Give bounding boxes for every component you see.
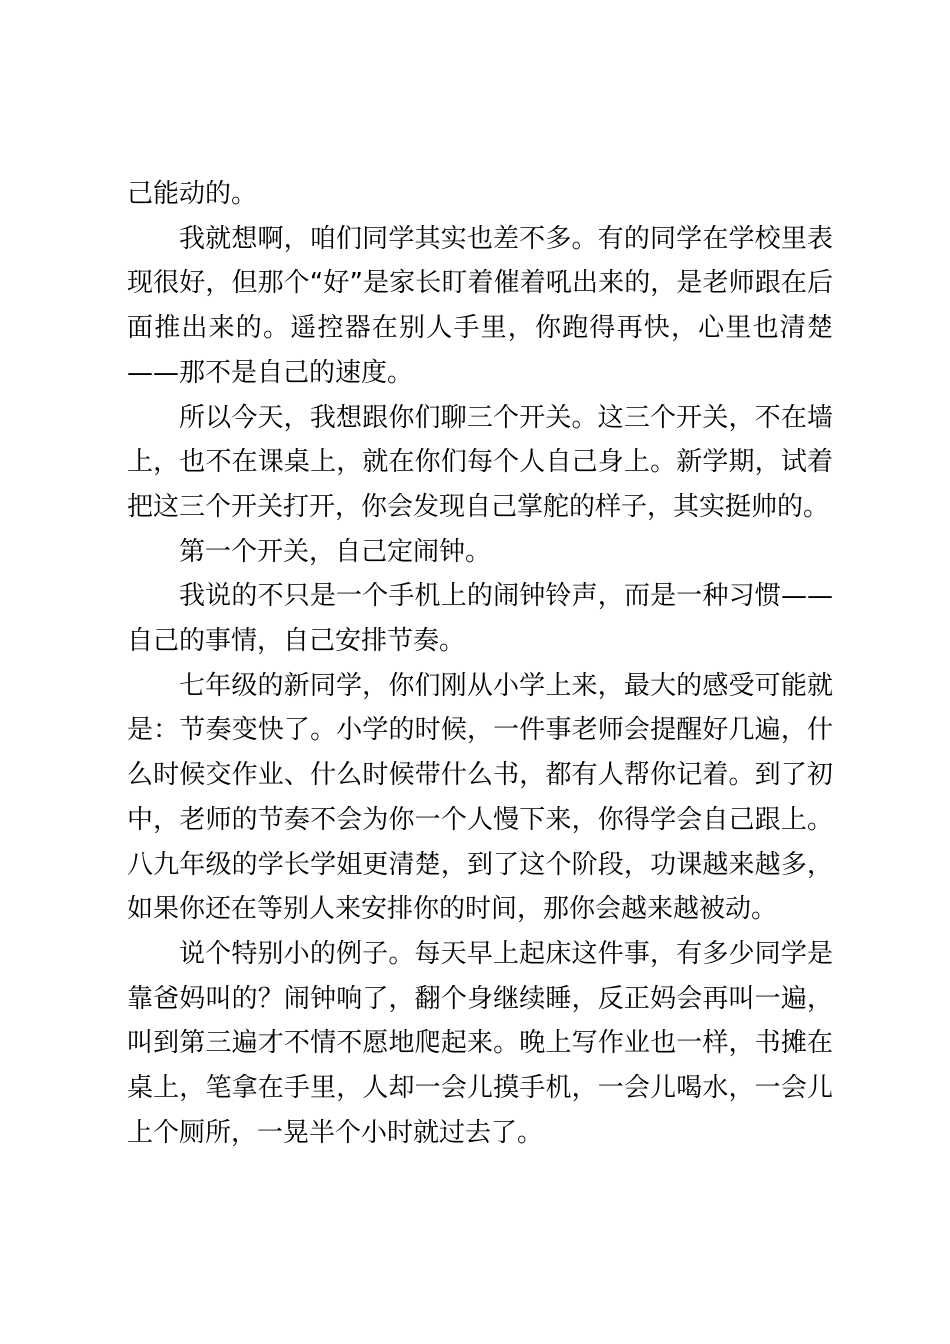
paragraph-continuation: 己能动的。	[127, 179, 258, 209]
document-body	[127, 172, 833, 1155]
paragraph-first-switch-heading: 第一个开关，自己定闹钟。	[179, 536, 492, 567]
paragraph-alarm-habit: 我说的不只是一个手机上的闹钟铃声，而是一种习惯——自己的事情，自己安排节奏。	[127, 581, 833, 657]
paragraph-grade-seven: 七年级的新同学，你们刚从小学上来，最大的感受可能就是：节奏变快了。小学的时候，一件事老师会提醒好几遍，什么时候交作业、什么时候带什么书，都有人帮你记着。到了初中，老师的节奏不会为你一个人慢下来，你得学会自己跟上。八九年级的学长学姐更清楚，到了这个阶段，功课越来越多，如果你还在等别人来安排你的时间，那你会越来越被动。	[127, 670, 833, 925]
paragraph-classmates-remote: 我就想啊，咱们同学其实也差不多。有的同学在学校里表现很好，但那个“好”是家长盯着催着吼出来的，是老师跟在后面推出来的。遥控器在别人手里，你跑得再快，心里也清楚——那不是自己的速度。	[127, 223, 833, 388]
paragraph-three-switches: 所以今天，我想跟你们聊三个开关。这三个开关，不在墙上，也不在课桌上，就在你们每个人自己身上。新学期，试着把这三个开关打开，你会发现自己掌舵的样子，其实挺帅的。	[127, 402, 833, 522]
paragraph-small-example: 说个特别小的例子。每天早上起床这件事，有多少同学是靠爸妈叫的？闹钟响了，翻个身继续睡，反正妈会再叫一遍，叫到第三遍才不情不愿地爬起来。晚上写作业也一样，书摊在桌上，笔拿在手里，人却一会儿摸手机，一会儿喝水，一会儿上个厕所，一晃半个小时就过去了。	[127, 938, 833, 1148]
